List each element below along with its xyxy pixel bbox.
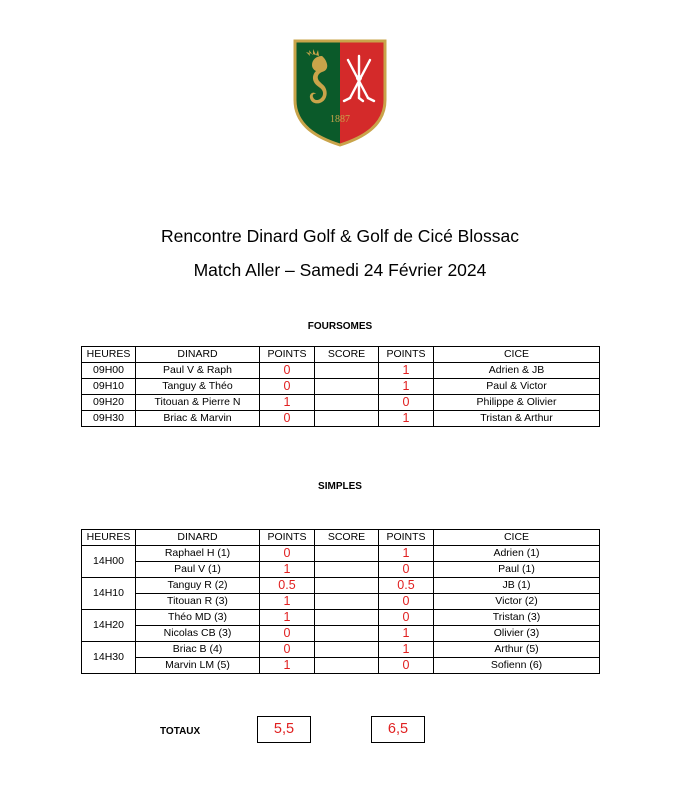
table-row [82, 658, 600, 674]
table-row [82, 395, 600, 411]
table-row [82, 546, 600, 562]
simples-table [81, 529, 600, 674]
dinard-player-cell: Paul V (1) [136, 562, 260, 578]
cice-points-cell: 0 [379, 610, 434, 626]
foursomes-heading: FOURSOMES [307, 321, 373, 332]
cice-points-cell: 0 [379, 594, 434, 610]
cice-player-cell: Sofienn (6) [434, 658, 600, 674]
dinard-player-cell: Nicolas CB (3) [136, 626, 260, 642]
dinard-player-cell: Briac B (4) [136, 642, 260, 658]
dinard-points-cell: 0 [260, 546, 315, 562]
cice-points-cell: 0 [379, 395, 434, 411]
simples-heading: SIMPLES [318, 481, 362, 492]
time-cell: 09H20 [82, 395, 136, 411]
time-cell: 14H10 [82, 578, 136, 610]
cice-points-cell: 0.5 [379, 578, 434, 594]
time-cell: 09H30 [82, 411, 136, 427]
cice-player-cell: Tristan (3) [434, 610, 600, 626]
score-cell [315, 395, 379, 411]
dinard-points-cell: 1 [260, 562, 315, 578]
cice-points-cell: 1 [379, 626, 434, 642]
cice-points-cell: 1 [379, 379, 434, 395]
header-points-cice: POINTS [379, 347, 434, 363]
header-points-dinard: POINTS [260, 530, 315, 546]
dinard-player-cell: Titouan R (3) [136, 594, 260, 610]
dinard-points-cell: 0 [260, 379, 315, 395]
cice-player-cell: Adrien & JB [434, 363, 600, 379]
dinard-points-cell: 0.5 [260, 578, 315, 594]
time-cell: 14H20 [82, 610, 136, 642]
dinard-player-cell: Théo MD (3) [136, 610, 260, 626]
dinard-points-cell: 0 [260, 626, 315, 642]
table-row [82, 626, 600, 642]
score-cell [315, 642, 379, 658]
dinard-player-cell: Tanguy R (2) [136, 578, 260, 594]
table-row [82, 594, 600, 610]
header-points-cice: POINTS [379, 530, 434, 546]
dinard-player-cell: Marvin LM (5) [136, 658, 260, 674]
dinard-points-cell: 1 [260, 395, 315, 411]
cice-player-cell: Tristan & Arthur [434, 411, 600, 427]
total-dinard: 5,5 [257, 716, 311, 743]
table-row [82, 379, 600, 395]
score-cell [315, 363, 379, 379]
match-title: Rencontre Dinard Golf & Golf de Cicé Blossac [161, 226, 519, 246]
score-cell [315, 411, 379, 427]
score-cell [315, 379, 379, 395]
time-cell: 09H10 [82, 379, 136, 395]
foursomes-table [81, 346, 600, 427]
score-cell [315, 562, 379, 578]
dinard-points-cell: 0 [260, 642, 315, 658]
dinard-player-cell: Briac & Marvin [136, 411, 260, 427]
table-header-row [82, 347, 600, 363]
header-cice: CICE [434, 347, 600, 363]
dinard-points-cell: 1 [260, 594, 315, 610]
header-heures: HEURES [82, 347, 136, 363]
header-score: SCORE [315, 347, 379, 363]
cice-points-cell: 0 [379, 562, 434, 578]
dinard-player-cell: Titouan & Pierre N [136, 395, 260, 411]
dinard-player-cell: Raphael H (1) [136, 546, 260, 562]
cice-player-cell: Arthur (5) [434, 642, 600, 658]
table-row [82, 411, 600, 427]
cice-points-cell: 1 [379, 642, 434, 658]
cice-player-cell: Philippe & Olivier [434, 395, 600, 411]
header-cice: CICE [434, 530, 600, 546]
table-row [82, 578, 600, 594]
dinard-points-cell: 1 [260, 658, 315, 674]
club-crest-logo [292, 38, 388, 148]
header-score: SCORE [315, 530, 379, 546]
time-cell: 09H00 [82, 363, 136, 379]
time-cell: 14H00 [82, 546, 136, 578]
dinard-points-cell: 1 [260, 610, 315, 626]
dinard-player-cell: Tanguy & Théo [136, 379, 260, 395]
score-cell [315, 546, 379, 562]
time-cell: 14H30 [82, 642, 136, 674]
cice-player-cell: Paul (1) [434, 562, 600, 578]
dinard-points-cell: 0 [260, 411, 315, 427]
header-heures: HEURES [82, 530, 136, 546]
score-cell [315, 610, 379, 626]
cice-player-cell: JB (1) [434, 578, 600, 594]
match-subtitle: Match Aller – Samedi 24 Février 2024 [193, 260, 487, 280]
score-cell [315, 594, 379, 610]
cice-points-cell: 0 [379, 658, 434, 674]
table-row [82, 562, 600, 578]
table-header-row [82, 530, 600, 546]
cice-player-cell: Paul & Victor [434, 379, 600, 395]
total-cice: 6,5 [371, 716, 425, 743]
table-row [82, 363, 600, 379]
dinard-player-cell: Paul V & Raph [136, 363, 260, 379]
header-dinard: DINARD [136, 347, 260, 363]
cice-player-cell: Olivier (3) [434, 626, 600, 642]
totals-label: TOTAUX [160, 726, 201, 737]
score-cell [315, 578, 379, 594]
logo-year: 1887 [330, 114, 350, 125]
score-cell [315, 626, 379, 642]
cice-points-cell: 1 [379, 546, 434, 562]
header-points-dinard: POINTS [260, 347, 315, 363]
cice-points-cell: 1 [379, 411, 434, 427]
cice-player-cell: Adrien (1) [434, 546, 600, 562]
table-row [82, 610, 600, 626]
golf-ball-icon [356, 75, 362, 81]
table-row [82, 642, 600, 658]
score-cell [315, 658, 379, 674]
header-dinard: DINARD [136, 530, 260, 546]
cice-player-cell: Victor (2) [434, 594, 600, 610]
cice-points-cell: 1 [379, 363, 434, 379]
dinard-points-cell: 0 [260, 363, 315, 379]
